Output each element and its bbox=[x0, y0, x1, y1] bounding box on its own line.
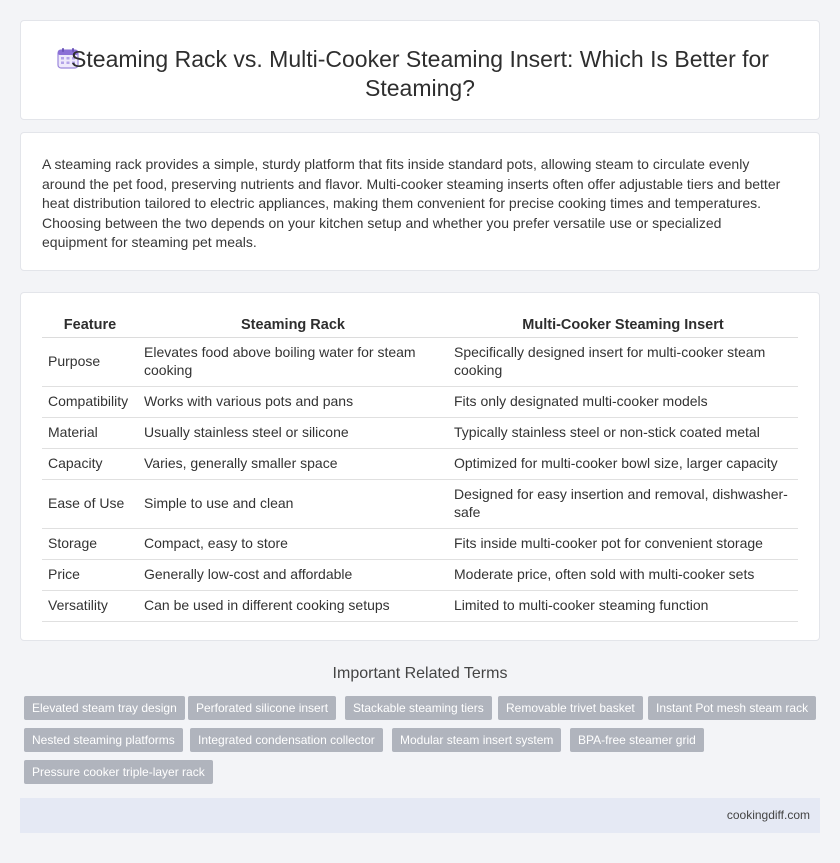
related-term-tag[interactable]: Modular steam insert system bbox=[392, 728, 561, 752]
intro-paragraph: A steaming rack provides a simple, sturdy platform that fits inside standard pots, allowing steam to circulate evenly around the pet food, preserving nutrients and flavor. Multi-cooker steaming inserts often offer adjustable tiers and better heat distribution tailored to electric appliances, making them convenient for precise cooking times and temperatures. Choosing between the two depends on your kitchen setup and whether you prefer versatile use or specialized equipment for steaming pet meals. bbox=[42, 156, 781, 250]
title-card bbox=[20, 20, 820, 120]
related-term-tag[interactable]: Nested steaming platforms bbox=[24, 728, 183, 752]
steaming-rack-cell: Varies, generally smaller space bbox=[138, 448, 448, 479]
related-term-tag[interactable]: Elevated steam tray design bbox=[24, 696, 185, 720]
steaming-rack-cell: Simple to use and clean bbox=[138, 479, 448, 528]
table-row bbox=[42, 448, 798, 479]
header-steaming-rack: Steaming Rack bbox=[138, 315, 448, 337]
header-multi-cooker-insert: Multi-Cooker Steaming Insert bbox=[448, 315, 798, 337]
multi-cooker-cell: Optimized for multi-cooker bowl size, larger capacity bbox=[448, 448, 798, 479]
multi-cooker-cell: Fits inside multi-cooker pot for convenient storage bbox=[448, 528, 798, 559]
steaming-rack-cell: Compact, easy to store bbox=[138, 528, 448, 559]
related-term-tag[interactable]: Removable trivet basket bbox=[498, 696, 643, 720]
multi-cooker-cell: Limited to multi-cooker steaming function bbox=[448, 590, 798, 621]
multi-cooker-cell: Moderate price, often sold with multi-cooker sets bbox=[448, 559, 798, 590]
feature-cell: Compatibility bbox=[42, 386, 138, 417]
multi-cooker-cell: Fits only designated multi-cooker models bbox=[448, 386, 798, 417]
related-term-tag[interactable]: Instant Pot mesh steam rack bbox=[648, 696, 816, 720]
steaming-rack-cell: Usually stainless steel or silicone bbox=[138, 417, 448, 448]
steaming-rack-cell: Can be used in different cooking setups bbox=[138, 590, 448, 621]
table-header-row bbox=[42, 315, 798, 337]
header-feature: Feature bbox=[42, 315, 138, 337]
table-row bbox=[42, 528, 798, 559]
feature-cell: Versatility bbox=[42, 590, 138, 621]
page-title: Steaming Rack vs. Multi-Cooker Steaming Insert: Which Is Better for Steaming? bbox=[71, 46, 769, 101]
feature-cell: Capacity bbox=[42, 448, 138, 479]
comparison-card bbox=[20, 292, 820, 641]
footer-bar bbox=[20, 798, 820, 833]
related-term-tag[interactable]: Perforated silicone insert bbox=[188, 696, 336, 720]
table-row bbox=[42, 417, 798, 448]
table-row bbox=[42, 479, 798, 528]
related-term-tag[interactable]: Integrated condensation collector bbox=[190, 728, 383, 752]
intro-card bbox=[20, 132, 820, 271]
multi-cooker-cell: Typically stainless steel or non-stick coated metal bbox=[448, 417, 798, 448]
steaming-rack-cell: Works with various pots and pans bbox=[138, 386, 448, 417]
feature-cell: Material bbox=[42, 417, 138, 448]
feature-cell: Purpose bbox=[42, 337, 138, 386]
related-term-tag[interactable]: Stackable steaming tiers bbox=[345, 696, 492, 720]
comparison-table bbox=[42, 315, 798, 622]
footer-site-link[interactable]: cookingdiff.com bbox=[726, 808, 810, 822]
table-row bbox=[42, 559, 798, 590]
steaming-rack-cell: Elevates food above boiling water for steam cooking bbox=[138, 337, 448, 386]
multi-cooker-cell: Designed for easy insertion and removal, dishwasher-safe bbox=[448, 479, 798, 528]
table-row bbox=[42, 386, 798, 417]
multi-cooker-cell: Specifically designed insert for multi-cooker steam cooking bbox=[448, 337, 798, 386]
related-terms-heading: Important Related Terms bbox=[332, 665, 508, 682]
feature-cell: Storage bbox=[42, 528, 138, 559]
table-row bbox=[42, 590, 798, 621]
related-term-tag[interactable]: BPA-free steamer grid bbox=[570, 728, 704, 752]
feature-cell: Ease of Use bbox=[42, 479, 138, 528]
table-row bbox=[42, 337, 798, 386]
related-term-tag[interactable]: Pressure cooker triple-layer rack bbox=[24, 760, 213, 784]
steaming-rack-cell: Generally low-cost and affordable bbox=[138, 559, 448, 590]
feature-cell: Price bbox=[42, 559, 138, 590]
